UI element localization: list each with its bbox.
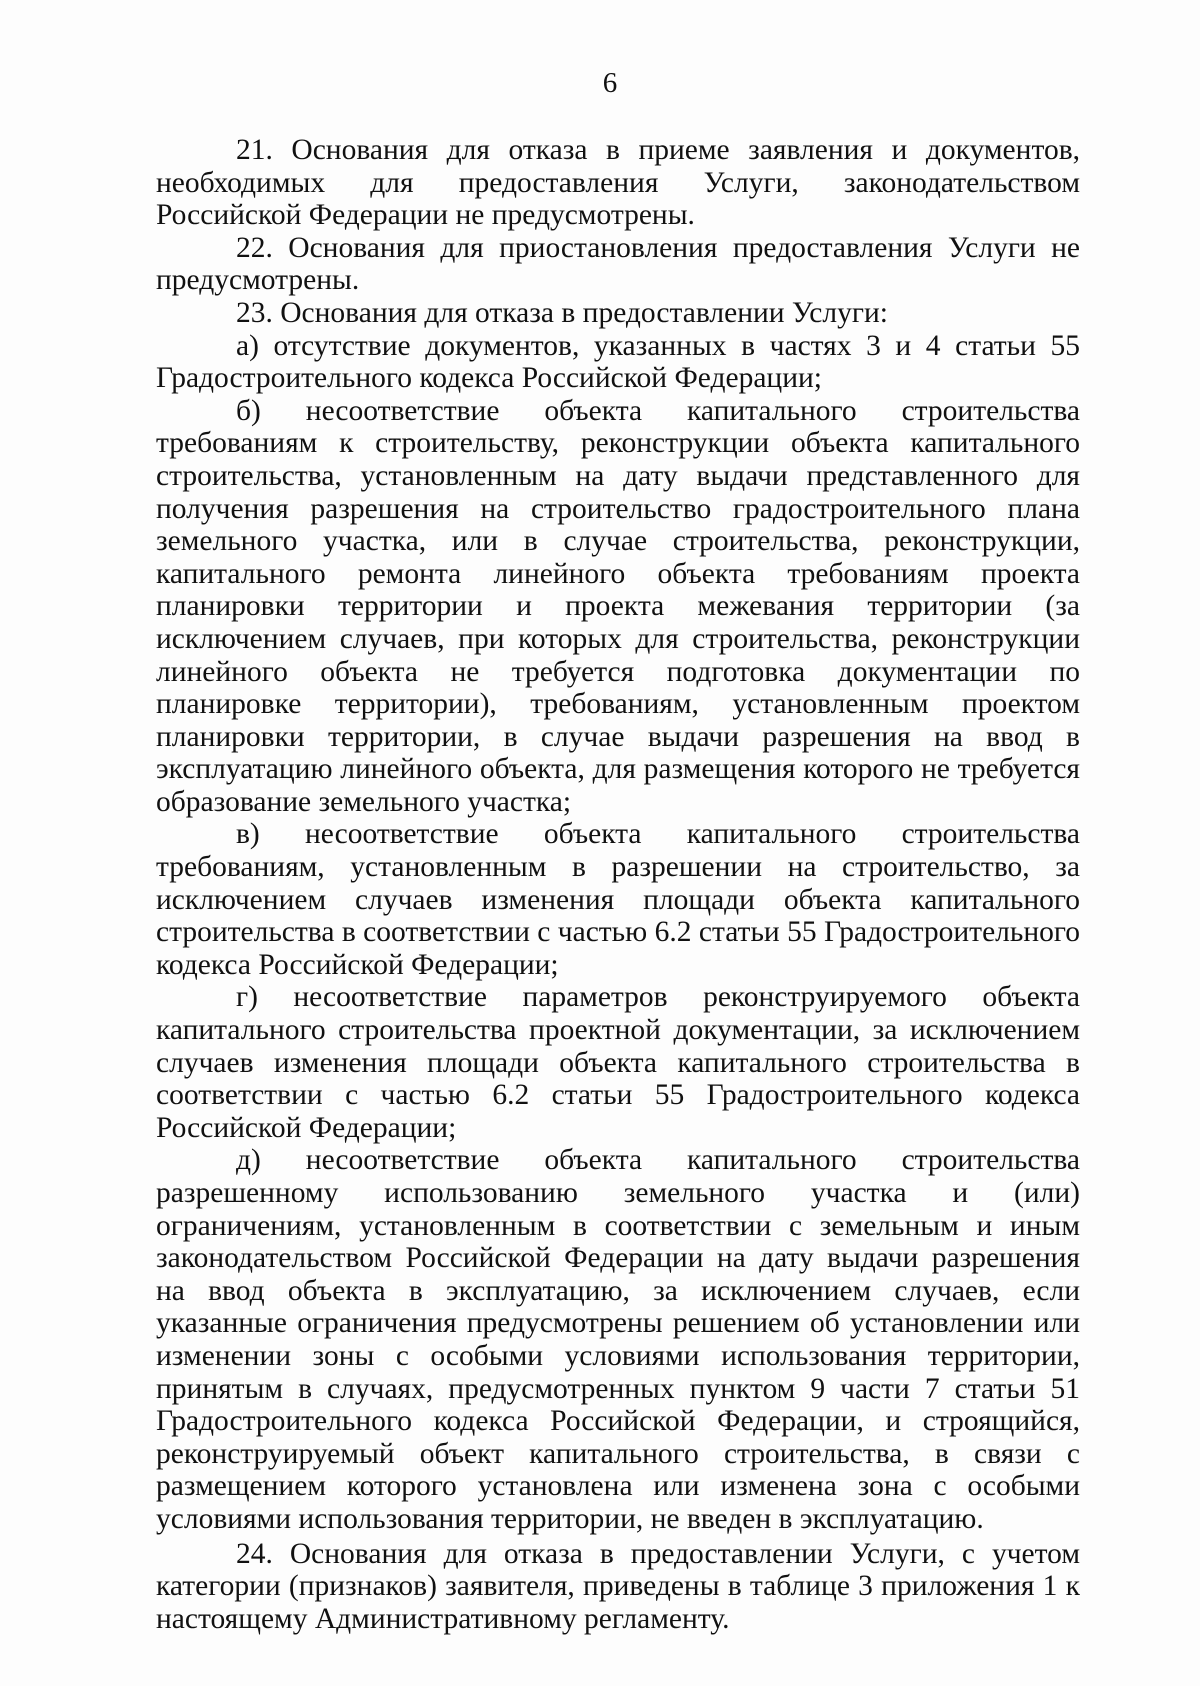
paragraph-22: 22. Основания для приостановления предоставления Услуги не предусмотрены. [156,231,1080,297]
page-number: 6 [602,67,618,99]
paragraph-23-b: б) несоответствие объекта капитального строительства требованиям к строительству, реконструкции объекта капитального строительства, установленным на дату выдачи представленного для получения разрешения на строительство градостроительного плана земельного участка, или в случае строительства, реконструкции, капитального ремонта линейного объекта требованиям проекта планировки территории и проекта межевания территории (за исключением случаев, при которых для строительства, реконструкции линейного объекта не требуется подготовка документации по планировке территории), требованиям, установленным проектом планировки территории, в случае выдачи разрешения на ввод в эксплуатацию линейного объекта, для размещения которого не требуется образование земельного участка; [156,394,1080,818]
paragraph-23-g: г) несоответствие параметров реконструируемого объекта капитального строительства проектной документации, за исключением случаев изменения площади объекта капитального строительства в соответствии с частью 6.2 статьи 55 Градостроительного кодекса Российской Федерации; [156,981,1080,1144]
paragraph-23-d: д) несоответствие объекта капитального строительства разрешенному использованию земельного участка и (или) ограничениям, установленным в соответствии с земельным и иным законодательством Российской Федерации на дату выдачи разрешения на ввод объекта в эксплуатацию, за исключением случаев, если указанные ограничения предусмотрены решением об установлении или изменении зоны с особыми условиями использования территории, принятым в случаях, предусмотренных пунктом 9 части 7 статьи 51 Градостроительного кодекса Российской Федерации, и строящийся, реконструируемый объект капитального строительства, в связи с размещением которого установлена или изменена зона с особыми условиями использования территории, не введен в эксплуатацию. [156,1144,1080,1535]
paragraph-23-v: в) несоответствие объекта капитального строительства требованиям, установленным в разрешении на строительство, за исключением случаев изменения площади объекта капитального строительства в соответствии с частью 6.2 статьи 55 Градостроительного кодекса Российской Федерации; [156,818,1080,981]
paragraph-24: 24. Основания для отказа в предоставлении Услуги, с учетом категории (признаков) заявителя, приведены в таблице 3 приложения 1 к настоящему Административному регламенту. [156,1537,1080,1635]
paragraph-23: 23. Основания для отказа в предоставлении Услуги: [236,296,888,329]
paragraph-23-a: а) отсутствие документов, указанных в частях 3 и 4 статьи 55 Градостроительного кодекса Российской Федерации; [156,329,1080,395]
document-body [156,134,1080,1635]
paragraph-21: 21. Основания для отказа в приеме заявления и документов, необходимых для предоставления Услуги, законодательством Российской Федерации не предусмотрены. [156,134,1080,232]
